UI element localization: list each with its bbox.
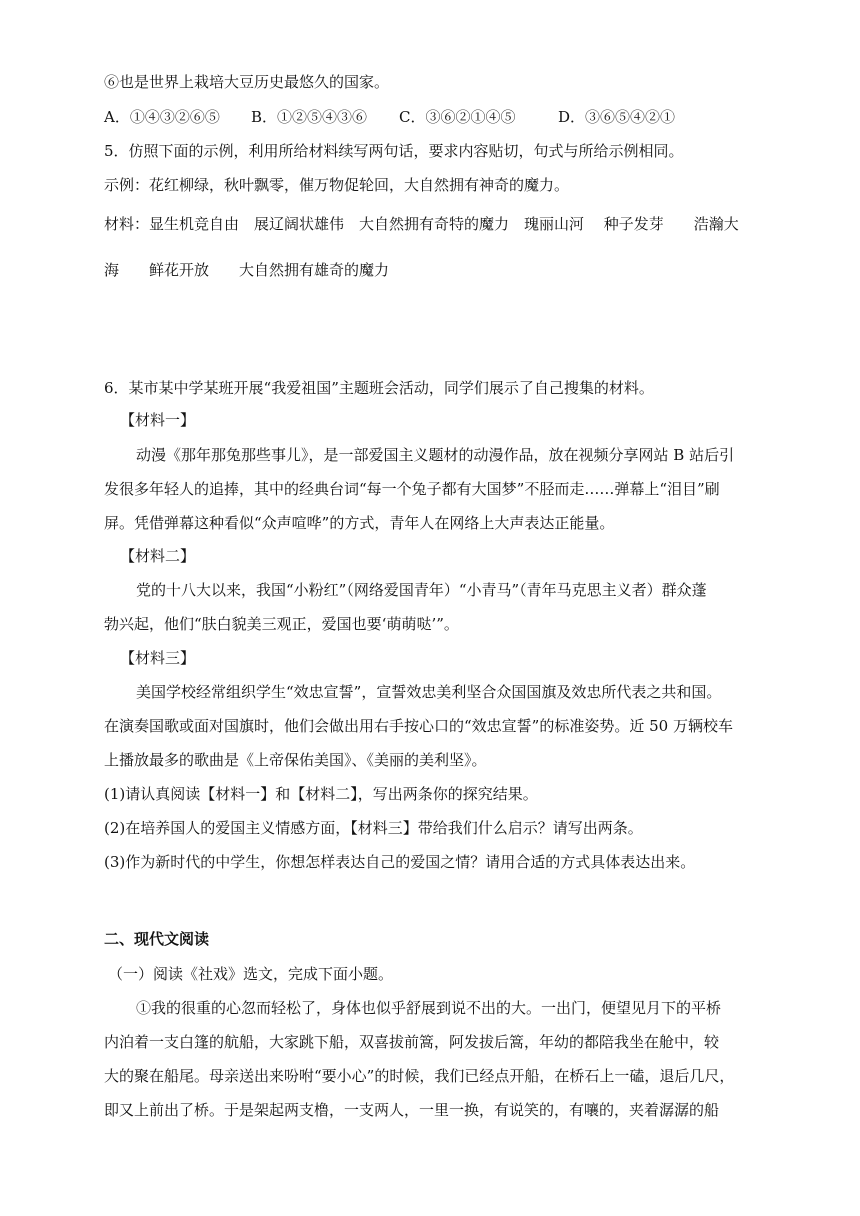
section-title: 二、现代文阅读 bbox=[104, 930, 210, 948]
passage-line: 大的聚在船尾。母亲送出来吩咐“要小心”的时候，我们已经点开船，在桥石上一磕，退后几尺， bbox=[104, 1067, 735, 1085]
material-3-line: 美国学校经常组织学生“效忠宣誓”，宣誓效忠美利坚合众国国旗及效忠所代表之共和国。 bbox=[136, 683, 722, 701]
material-3-line: 上播放最多的歌曲是《上帝保佑美国》、《美丽的美利坚》。 bbox=[104, 751, 487, 769]
material-1-line: 屏。凭借弹幕这种看似“众声喧哗”的方式，青年人在网络上大声表达正能量。 bbox=[104, 514, 615, 532]
option-b: B．①②⑤④③⑥ bbox=[251, 108, 368, 126]
q5-stem: 5．仿照下面的示例，利用所给材料续写两句话，要求内容贴切，句式与所给示例相同。 bbox=[104, 142, 684, 160]
option-a: A．①④③②⑥⑤ bbox=[104, 108, 220, 126]
option-d: D．③⑥⑤④②① bbox=[558, 108, 676, 126]
passage-line: 内泊着一支白篷的航船，大家跳下船，双喜拔前篙，阿发拔后篙，年幼的都陪我坐在舱中，较 bbox=[104, 1033, 720, 1051]
q5-material-line1: 材料：显生机竞自由 展辽阔状雄伟 大自然拥有奇特的魔力 瑰丽山河 种子发芽 浩瀚大 bbox=[104, 215, 739, 233]
material-1-title: 【材料一】 bbox=[120, 411, 196, 429]
q6-subquestion-2: (2)在培养国人的爱国主义情感方面，【材料三】带给我们什么启示？请写出两条。 bbox=[104, 819, 643, 837]
material-2-line: 党的十八大以来，我国“小粉红”（网络爱国青年）“小青马”（青年马克思主义者）群众蓬 bbox=[136, 581, 707, 599]
q4-tail-line: ⑥也是世界上栽培大豆历史最悠久的国家。 bbox=[104, 73, 390, 91]
option-c: C．③⑥②①④⑤ bbox=[399, 108, 516, 126]
material-3-line: 在演奏国歌或面对国旗时，他们会做出用右手按心口的“效忠宣誓”的标准姿势。近 50 万辆校车 bbox=[104, 717, 733, 735]
q5-material-line2: 海 鲜花开放 大自然拥有雄奇的魔力 bbox=[104, 261, 390, 279]
material-1-line: 发很多年轻人的追捧，其中的经典台词“每一个兔子都有大国梦”不胫而走……弹幕上“泪目”刷 bbox=[104, 480, 720, 498]
material-2-line: 勃兴起，他们“肤白貌美三观正，爱国也要‘萌萌哒’”。 bbox=[104, 615, 459, 633]
passage-line: 即又上前出了桥。于是架起两支橹，一支两人，一里一换，有说笑的，有嚷的，夹着潺潺的船 bbox=[104, 1101, 720, 1119]
q4-options bbox=[104, 107, 675, 127]
section-subtitle: （一）阅读《社戏》选文，完成下面小题。 bbox=[108, 965, 394, 983]
q6-subquestion-1: (1)请认真阅读【材料一】和【材料二】，写出两条你的探究结果。 bbox=[104, 785, 538, 803]
q6-stem: 6．某市某中学某班开展“我爱祖国”主题班会活动，同学们展示了自己搜集的材料。 bbox=[104, 379, 654, 397]
q6-subquestion-3: (3)作为新时代的中学生，你想怎样表达自己的爱国之情？请用合适的方式具体表达出来。 bbox=[104, 853, 696, 871]
material-2-title: 【材料二】 bbox=[120, 547, 196, 565]
material-3-title: 【材料三】 bbox=[120, 649, 196, 667]
material-1-line: 动漫《那年那兔那些事儿》，是一部爱国主义题材的动漫作品，放在视频分享网站 B 站后引 bbox=[136, 446, 735, 464]
q5-example: 示例：花红柳绿，秋叶飘零，催万物促轮回，大自然拥有神奇的魔力。 bbox=[104, 176, 570, 194]
passage-line: ①我的很重的心忽而轻松了，身体也似乎舒展到说不出的大。一出门，便望见月下的平桥 bbox=[136, 999, 722, 1017]
